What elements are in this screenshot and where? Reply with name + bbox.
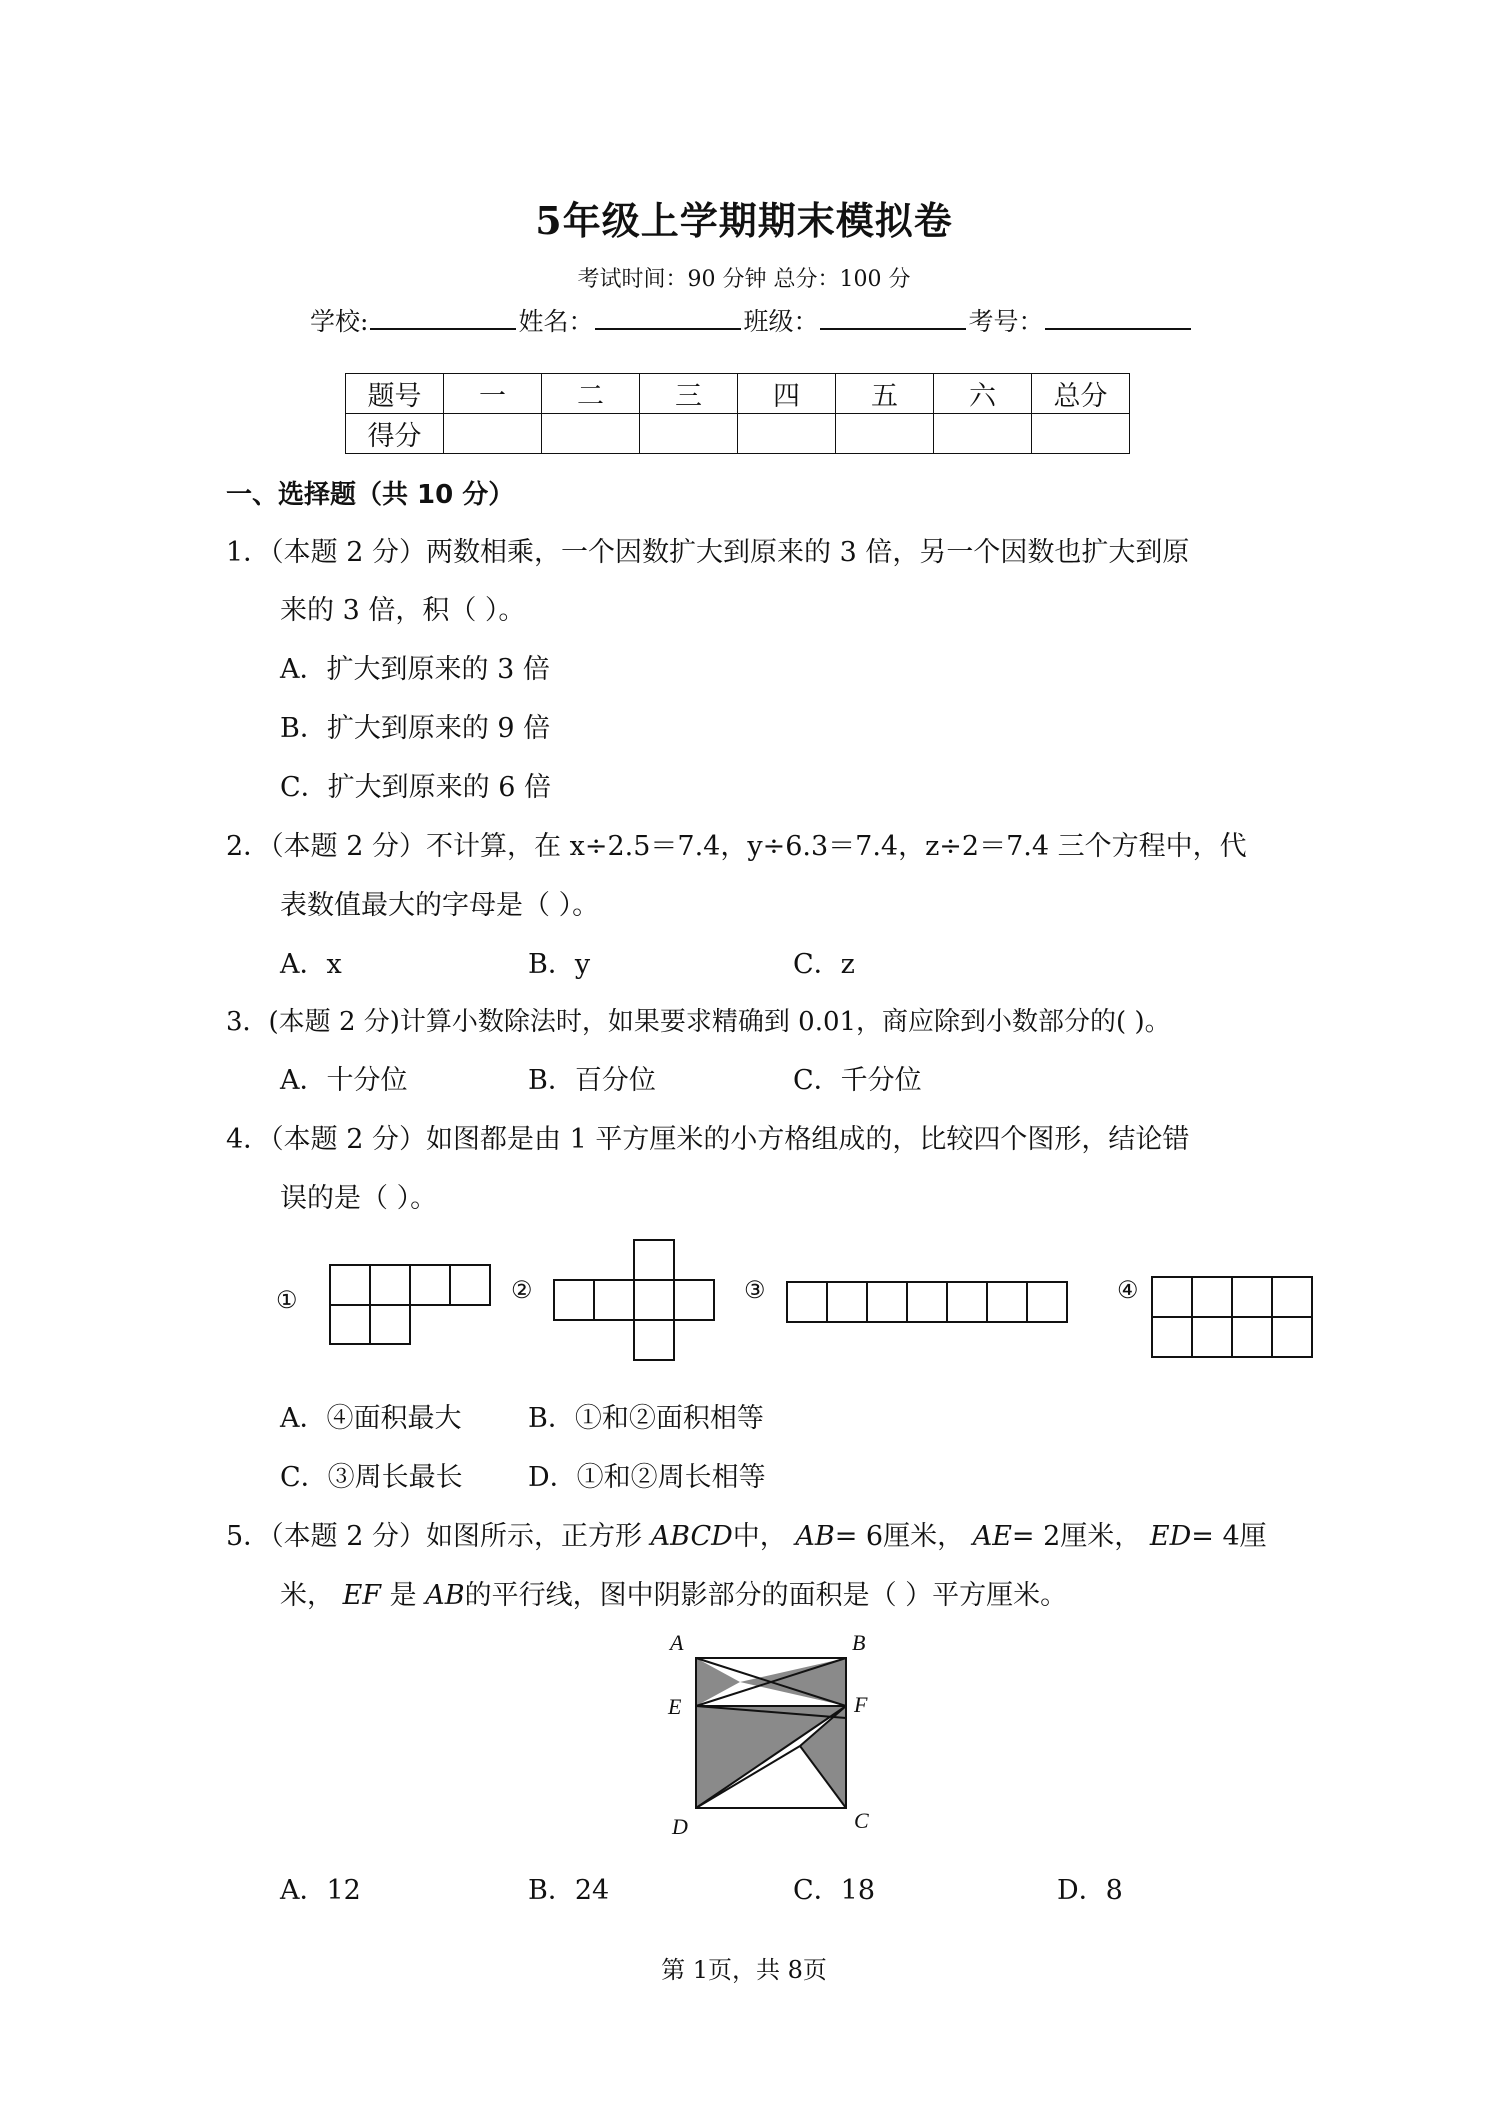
- q3-option-b[interactable]: B．百分位: [528, 1065, 656, 1096]
- score-cell[interactable]: [738, 414, 836, 454]
- q5-ab2: AB: [425, 1580, 465, 1611]
- score-table-score-row: [346, 414, 1130, 454]
- q2-option-b[interactable]: B．y: [528, 949, 591, 980]
- score-cell[interactable]: [444, 414, 542, 454]
- q5-stem: [226, 1514, 1267, 1553]
- name-blank[interactable]: [595, 302, 741, 330]
- class-blank[interactable]: [820, 302, 966, 330]
- score-cell[interactable]: [640, 414, 738, 454]
- q2-option-c[interactable]: C．z: [793, 949, 855, 980]
- q5-ab: AB: [795, 1521, 835, 1552]
- q5-option-a[interactable]: A．12: [280, 1875, 361, 1906]
- q5-ed: ED: [1149, 1521, 1192, 1552]
- q5-stem-part: 厘: [1239, 1521, 1267, 1552]
- student-info-line: [310, 302, 1193, 338]
- q5-eq: = 4: [1191, 1521, 1240, 1552]
- figure-1-grid: [328, 1263, 493, 1346]
- q2-stem-cont: 表数值最大的字母是（ ）。: [280, 890, 600, 921]
- score-cell[interactable]: [542, 414, 640, 454]
- q4-option-c[interactable]: C．③周长最长: [280, 1462, 463, 1493]
- score-header-cell: 五: [836, 374, 934, 414]
- figure-3-grid: [785, 1280, 1070, 1324]
- q1-option-c[interactable]: C．扩大到原来的 6 倍: [280, 772, 552, 803]
- school-blank[interactable]: [370, 302, 516, 330]
- q5-ae: AE: [972, 1521, 1012, 1552]
- score-header-cell: 四: [738, 374, 836, 414]
- q5-label-b: B: [852, 1630, 866, 1655]
- q4-stem-cont: 误的是（ ）。: [280, 1183, 438, 1214]
- q1-option-b[interactable]: B．扩大到原来的 9 倍: [280, 713, 551, 744]
- q2-stem: 2．（本题 2 分）不计算，在 x÷2.5＝7.4，y÷6.3＝7.4，z÷2＝7.4 三个方程中，代: [226, 831, 1247, 862]
- figure-label-4: ④: [1117, 1276, 1139, 1304]
- q4-option-b[interactable]: B．①和②面积相等: [528, 1403, 764, 1434]
- score-header-cell: 二: [542, 374, 640, 414]
- score-table: [345, 373, 1130, 454]
- q4-option-d[interactable]: D．①和②周长相等: [528, 1462, 766, 1493]
- q4-stem: 4．（本题 2 分）如图都是由 1 平方厘米的小方格组成的，比较四个图形，结论错: [226, 1124, 1190, 1155]
- q5-ef: EF: [342, 1580, 382, 1611]
- section-heading: 一、选择题（共 10 分）: [226, 480, 515, 510]
- exam-meta: 考试时间：90 分钟 总分：100 分: [577, 267, 911, 292]
- figure-label-3: ③: [744, 1276, 766, 1304]
- q5-label-f: F: [854, 1692, 868, 1717]
- score-header-cell: 三: [640, 374, 738, 414]
- q5-stem-part: 的平行线，图中阴影部分的面积是（ ）平方厘米。: [464, 1580, 1068, 1611]
- figure-4-grid: [1150, 1275, 1314, 1359]
- q1-option-a[interactable]: A．扩大到原来的 3 倍: [280, 654, 550, 685]
- page-footer: 第 1页，共 8页: [661, 1956, 827, 1984]
- q5-square-name: ABCD: [650, 1521, 733, 1552]
- q3-option-a[interactable]: A．十分位: [280, 1065, 408, 1096]
- figure-label-1: ①: [276, 1286, 298, 1314]
- q5-label-d: D: [672, 1814, 688, 1839]
- q5-stem-part: 中，: [732, 1521, 787, 1552]
- score-table-header-row: [346, 374, 1130, 414]
- page-title: 5年级上学期期末模拟卷: [535, 198, 953, 243]
- score-cell[interactable]: [934, 414, 1032, 454]
- q5-label-e: E: [668, 1694, 682, 1719]
- q5-stem-part: 厘米，: [1060, 1521, 1142, 1552]
- q5-eq: = 2: [1011, 1521, 1061, 1552]
- q1-stem: 1．（本题 2 分）两数相乘，一个因数扩大到原来的 3 倍，另一个因数也扩大到原: [226, 537, 1190, 568]
- number-blank[interactable]: [1045, 302, 1191, 330]
- q5-label-a: A: [670, 1630, 684, 1655]
- q5-square-figure: [660, 1628, 900, 1848]
- q3-option-c[interactable]: C．千分位: [793, 1065, 922, 1096]
- score-header-cell: 题号: [346, 374, 444, 414]
- figure-label-2: ②: [511, 1276, 533, 1304]
- q5-stem-part: 厘米，: [883, 1521, 965, 1552]
- score-cell[interactable]: [836, 414, 934, 454]
- number-label: 考号：: [968, 307, 1044, 336]
- school-label: 学校:: [310, 307, 369, 336]
- q5-stem-part: 是: [389, 1580, 417, 1611]
- q5-stem-cont: [280, 1573, 1067, 1612]
- score-header-cell: 六: [934, 374, 1032, 414]
- score-header-cell: 一: [444, 374, 542, 414]
- q5-option-c[interactable]: C．18: [793, 1875, 876, 1906]
- q5-option-d[interactable]: D．8: [1057, 1875, 1123, 1906]
- q4-option-a[interactable]: A．④面积最大: [280, 1403, 462, 1434]
- score-row-label: 得分: [346, 414, 444, 454]
- q2-option-a[interactable]: A．x: [280, 949, 342, 980]
- q1-stem-cont: 来的 3 倍，积（ ）。: [280, 595, 526, 626]
- q3-stem: 3．(本题 2 分)计算小数除法时，如果要求精确到 0.01，商应除到小数部分的( )。: [226, 1007, 1171, 1037]
- q5-shaded-region: [740, 1658, 846, 1706]
- q5-eq: = 6: [834, 1521, 884, 1552]
- class-label: 班级：: [743, 307, 819, 336]
- figure-2-grid: [552, 1238, 716, 1362]
- name-label: 姓名：: [518, 307, 594, 336]
- q5-option-b[interactable]: B．24: [528, 1875, 610, 1906]
- q5-stem-part: 5．（本题 2 分）如图所示，正方形: [226, 1521, 643, 1552]
- score-cell[interactable]: [1032, 414, 1130, 454]
- score-header-cell: 总分: [1032, 374, 1130, 414]
- q5-stem-part: 米，: [280, 1580, 334, 1611]
- q5-label-c: C: [854, 1808, 869, 1833]
